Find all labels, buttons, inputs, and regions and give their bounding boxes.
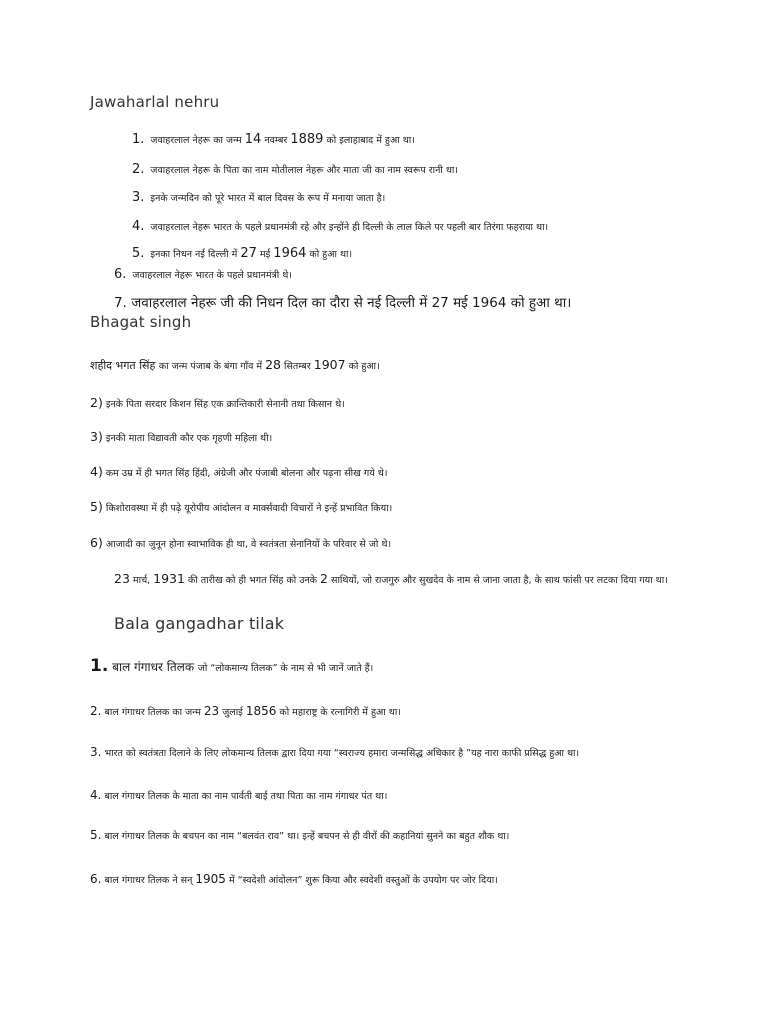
item-number: 4. <box>90 788 102 802</box>
item-number: 3. <box>90 745 102 759</box>
item-number-value: 1856 <box>245 704 277 718</box>
bhagat-item-5 <box>90 499 392 514</box>
item-number: 6. <box>90 872 102 886</box>
tilak-item-4 <box>90 788 387 802</box>
bhagat-item-6 <box>90 535 391 550</box>
tilak-item-6 <box>90 872 498 886</box>
item-text: इनके पिता सरदार किशन सिंह एक क्रान्तिकारी सेनानी तथा किसान थे। <box>102 399 345 410</box>
item-number: 3) <box>90 429 103 444</box>
item-number-value: 1905 <box>195 872 226 886</box>
item-number-value: 28 <box>265 357 282 372</box>
item-text: सितम्बर <box>281 361 314 372</box>
item-text: को इलाहाबाद में हुआ था। <box>323 135 415 146</box>
item-text: जुलाई <box>219 707 246 718</box>
item-text: का जन्म पंजाब के बंगा गाँव में <box>158 361 266 372</box>
item-text: में “स्वदेशी आंदोलन” शुरू किया और स्वदेशी वस्तुओं के उपयोग पर जोर दिया। <box>225 875 498 886</box>
bhagat-item-2 <box>90 395 345 410</box>
item-text: को हुआ। <box>345 361 380 372</box>
item-text: की तारीख को ही भगत सिंह को उनके <box>184 575 321 586</box>
nehru-item-5 <box>132 246 352 261</box>
item-text: बाल गंगाधर तिलक का जन्म <box>101 707 204 718</box>
item-text: कम उम्र में ही भगत सिंह हिंदी, अंग्रेजी और पंजाबी बोलना और पढ़ना सीख गये थे। <box>102 468 388 479</box>
nehru-item-7 <box>114 293 571 311</box>
nehru-item-2 <box>132 162 458 177</box>
item-number-value: 1931 <box>153 571 185 586</box>
item-text: जवाहरलाल नेहरू जी की निधन दिल का दौरा से नई दिल्ली में 27 मई 1964 को हुआ था। <box>131 295 572 311</box>
item-number: 1. <box>90 656 109 676</box>
nehru-item-6 <box>114 267 292 282</box>
item-number: 2) <box>90 395 103 410</box>
item-text: नवम्बर <box>261 135 291 146</box>
item-text: शहीद भगत सिंह <box>90 359 159 372</box>
item-text: साथियों, जो राजगुरु और सुखदेव के नाम से जाना जाता है, के साथ फांसी पर लटका दिया गया था। <box>328 575 668 586</box>
item-text: इनके जन्मदिन को पूरे भारत में बाल दिवस के रूप में मनाया जाता है। <box>150 193 386 204</box>
nehru-item-4 <box>132 219 548 234</box>
tilak-item-2 <box>90 704 401 718</box>
heading-tilak: Bala gangadhar tilak <box>114 614 285 633</box>
item-text: जो “लोकमान्य तिलक” के नाम से भी जानें जाते हैं। <box>197 663 374 674</box>
bhagat-death <box>114 570 674 589</box>
item-number: 3. <box>132 190 145 205</box>
item-text: भारत को स्वतंत्रता दिलाने के लिए लोकमान्य तिलक द्वारा दिया गया “स्वराज्य हमारा जन्मसिद्ध अधिकार है ”यह नारा काफी प्रसिद्ध हुआ था। <box>101 748 580 759</box>
item-text: बाल गंगाधर तिलक <box>108 660 198 674</box>
item-number: 1. <box>132 132 145 147</box>
item-number-value: 1889 <box>290 132 324 147</box>
nehru-item-1 <box>132 132 415 147</box>
item-text: बाल गंगाधर तिलक के बचपन का नाम “बलवंत राव” था। इन्हें बचपन से ही वीरों की कहानियां सुनने का बहुत शौक था। <box>101 831 510 842</box>
item-text: मार्च, <box>129 575 154 586</box>
nehru-item-3 <box>132 190 385 205</box>
tilak-item-3 <box>90 745 579 759</box>
item-text: जवाहरलाल नेहरू के पिता का नाम मोतीलाल नेहरू और माता जी का नाम स्वरूप रानी था। <box>150 165 458 176</box>
item-text: जवाहरलाल नेहरू भारत के पहले प्रधानमंत्री रहे और इन्होंने ही दिल्ली के लाल किले पर पहली बार तिरंगा फहराया था। <box>150 222 549 233</box>
item-number-value: 14 <box>244 132 262 147</box>
heading-nehru: Jawaharlal nehru <box>90 93 220 111</box>
tilak-item-5 <box>90 828 509 842</box>
item-number-value: 2 <box>320 571 328 586</box>
item-number: 7. <box>114 295 127 311</box>
item-number: 2. <box>132 162 145 177</box>
heading-bhagat-singh: Bhagat singh <box>90 313 192 331</box>
item-text: आजादी का जुनून होना स्वाभाविक ही था, वे स्वतंत्रता सेनानियों के परिवार से जो थे। <box>102 539 392 550</box>
item-text: मई <box>256 249 274 260</box>
item-text: इनका निधन नई दिल्ली में <box>150 249 241 260</box>
bhagat-item-3 <box>90 429 272 444</box>
bhagat-intro <box>90 357 380 373</box>
bhagat-item-4 <box>90 464 387 479</box>
item-number-value: 27 <box>240 246 257 261</box>
item-text: को हुआ था। <box>306 249 353 260</box>
item-number: 5) <box>90 499 103 514</box>
tilak-item-1 <box>90 656 373 676</box>
item-number: 2. <box>90 704 102 718</box>
item-text: जवाहरलाल नेहरू भारत के पहले प्रधानमंत्री थे। <box>132 270 292 281</box>
item-text: जवाहरलाल नेहरू का जन्म <box>150 135 245 146</box>
item-number-value: 23 <box>203 704 220 718</box>
item-number: 4) <box>90 464 103 479</box>
item-number: 6) <box>90 535 103 550</box>
item-number-value: 23 <box>114 571 130 586</box>
item-text: इनकी माता विद्यावती कौर एक गृहणी महिला थी। <box>102 433 273 444</box>
item-text: को महाराष्ट्र के रत्नागिरी में हुआ था। <box>276 707 401 718</box>
item-number-value: 1907 <box>313 357 346 372</box>
item-number: 4. <box>132 219 145 234</box>
item-text: बाल गंगाधर तिलक ने सन् <box>101 875 196 886</box>
item-number: 6. <box>114 267 127 282</box>
item-text: बाल गंगाधर तिलक के माता का नाम पार्वती बाई तथा पिता का नाम गंगाधर पंत था। <box>101 791 388 802</box>
item-number: 5. <box>132 246 145 261</box>
item-number: 5. <box>90 828 102 842</box>
item-text: किशोरावस्था में ही पढ़े यूरोपीय आंदोलन व मार्क्सवादी विचारों ने इन्हें प्रभावित किया। <box>102 503 393 514</box>
item-number-value: 1964 <box>273 246 307 261</box>
